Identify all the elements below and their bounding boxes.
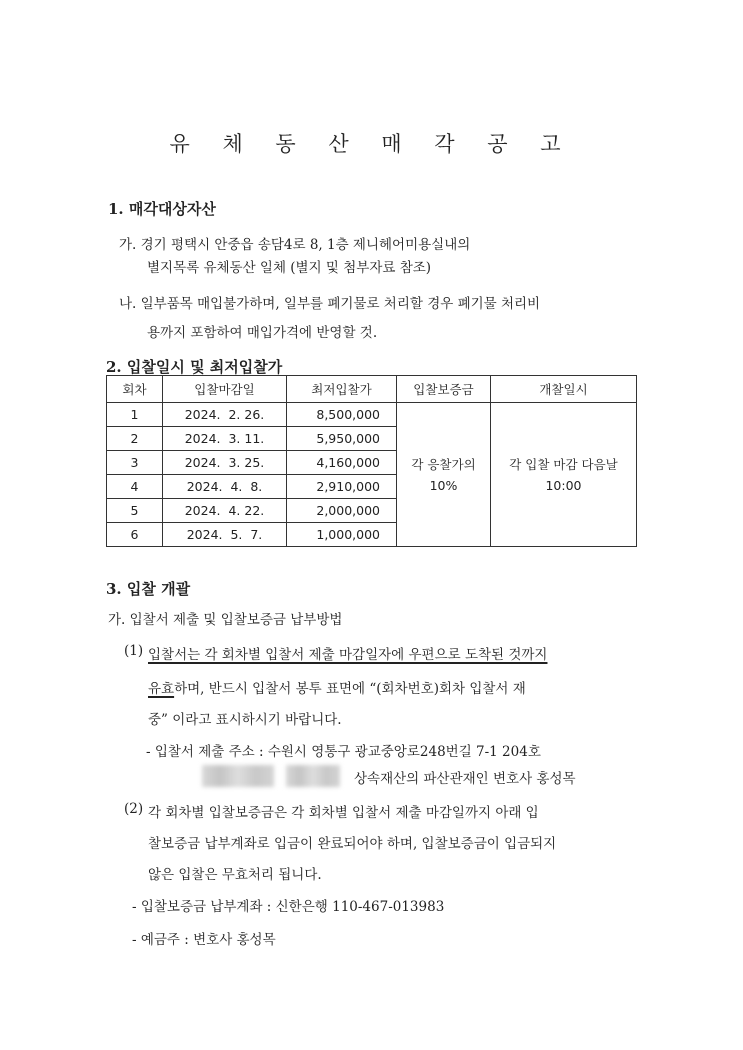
cell-min-price: 5,950,000 <box>287 427 397 451</box>
cell-deadline: 2024. 2. 26. <box>163 403 287 427</box>
p1-valid-emphasis: 유효 <box>148 681 175 697</box>
cell-opening <box>491 403 637 547</box>
p1-line1: 입찰서는 각 회차별 입찰서 제출 마감일자에 우편으로 도착된 것까지 <box>148 647 548 663</box>
cell-min-price: 2,910,000 <box>287 475 397 499</box>
deposit-account: - 입찰보증금 납부계좌 : 신한은행 110-467-013983 <box>132 899 445 915</box>
account-holder: - 예금주 : 변호사 홍성목 <box>132 932 276 948</box>
cell-round: 1 <box>107 403 163 427</box>
section1-item-a-line2: 별지목록 유체동산 일체 (별지 및 첨부자료 참조) <box>147 260 432 276</box>
redacted-blur <box>286 765 340 787</box>
table-row <box>107 403 637 427</box>
bid-schedule-table <box>106 375 637 547</box>
p1-line2-rest: 하며, 반드시 입찰서 봉투 표면에 “(회차번호)회차 입찰서 재 <box>174 681 526 697</box>
p1-line2 <box>148 677 526 697</box>
p1-number: (1) <box>124 643 144 659</box>
cell-deadline: 2024. 3. 25. <box>163 451 287 475</box>
cell-min-price: 2,000,000 <box>287 499 397 523</box>
submission-address: - 입찰서 제출 주소 : 수원시 영통구 광교중앙로248번길 7-1 204호 <box>146 744 541 760</box>
document-title: 유 체 동 산 매 각 공 고 <box>169 132 574 156</box>
section1-item-a-line1: 가. 경기 평택시 안중읍 송담4로 8, 1층 제니헤어미용실내의 <box>119 237 471 253</box>
cell-round: 6 <box>107 523 163 547</box>
section3-heading: 3. 입찰 개괄 <box>106 580 191 598</box>
section1-item-b-line1: 나. 일부품목 매입불가하며, 일부를 폐기물로 처리할 경우 폐기물 처리비 <box>119 296 541 312</box>
address-recipient: 상속재산의 파산관재인 변호사 홍성목 <box>354 771 576 787</box>
cell-deadline: 2024. 3. 11. <box>163 427 287 451</box>
cell-round: 5 <box>107 499 163 523</box>
cell-min-price: 4,160,000 <box>287 451 397 475</box>
p2-number: (2) <box>124 801 144 817</box>
cell-round: 4 <box>107 475 163 499</box>
header-deadline: 입찰마감일 <box>163 376 287 403</box>
section1-heading: 1. 매각대상자산 <box>108 200 216 218</box>
cell-deadline: 2024. 4. 22. <box>163 499 287 523</box>
cell-round: 2 <box>107 427 163 451</box>
section3-item-a: 가. 입찰서 제출 및 입찰보증금 납부방법 <box>108 612 343 628</box>
section1-item-b-line2: 용까지 포함하여 매입가격에 반영할 것. <box>147 325 378 341</box>
p2-line2: 찰보증금 납부계좌로 입금이 완료되어야 하며, 입찰보증금이 입금되지 <box>148 836 557 852</box>
header-round: 회차 <box>107 376 163 403</box>
p2-line1: 각 회차별 입찰보증금은 각 회차별 입찰서 제출 마감일까지 아래 입 <box>148 805 539 821</box>
deposit-line1: 각 응찰가의 <box>411 456 476 472</box>
deposit-line2: 10% <box>429 477 458 493</box>
header-min-price: 최저입찰가 <box>287 376 397 403</box>
cell-round: 3 <box>107 451 163 475</box>
table-header-row <box>107 376 637 403</box>
p2-line3: 않은 입찰은 무효처리 됩니다. <box>148 867 322 883</box>
header-deposit: 입찰보증금 <box>397 376 491 403</box>
redacted-blur <box>202 765 274 787</box>
opening-line2: 10:00 <box>545 477 582 493</box>
cell-deposit <box>397 403 491 547</box>
cell-deadline: 2024. 5. 7. <box>163 523 287 547</box>
cell-min-price: 8,500,000 <box>287 403 397 427</box>
cell-deadline: 2024. 4. 8. <box>163 475 287 499</box>
section2-heading: 2. 입찰일시 및 최저입찰가 <box>106 358 283 376</box>
header-opening: 개찰일시 <box>491 376 637 403</box>
p1-line3: 중” 이라고 표시하시기 바랍니다. <box>148 712 342 728</box>
opening-line1: 각 입찰 마감 다음날 <box>509 456 618 472</box>
cell-min-price: 1,000,000 <box>287 523 397 547</box>
